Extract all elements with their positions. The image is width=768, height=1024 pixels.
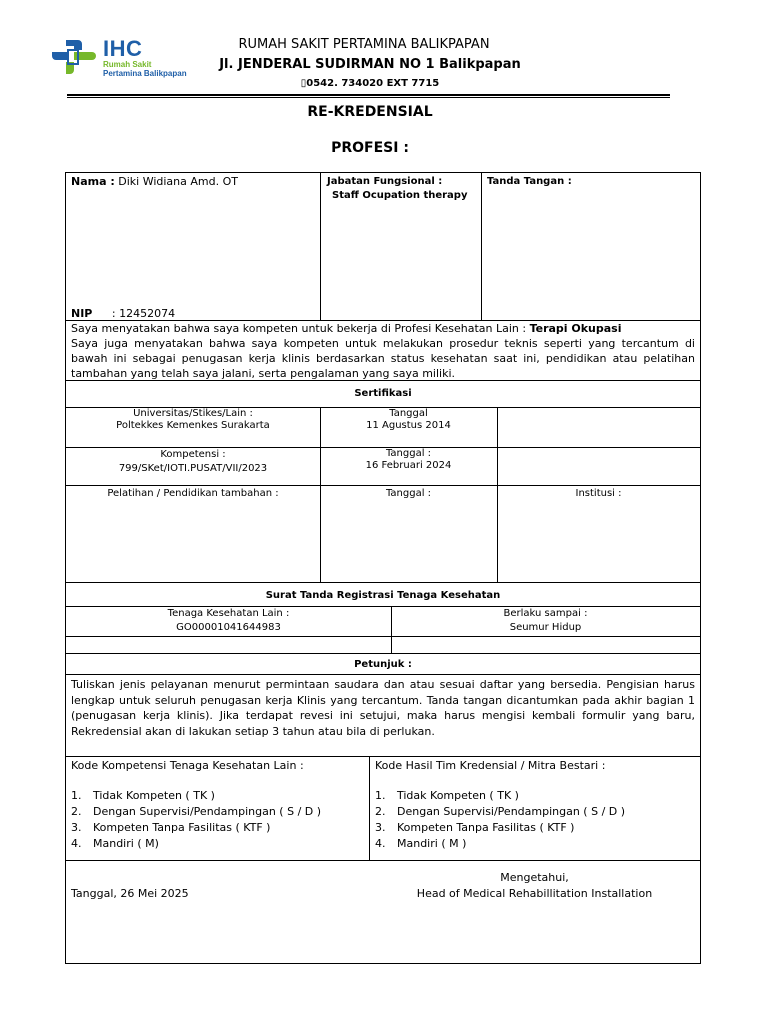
profession-name: Terapi Okupasi: [529, 322, 622, 335]
tenaga-label: Tenaga Kesehatan Lain :: [167, 608, 290, 619]
footer-date: Tanggal, 26 Mei 2025: [71, 887, 189, 900]
logo-subtitle-1: Rumah Sakit: [103, 60, 152, 69]
hospital-name: RUMAH SAKIT PERTAMINA BALIKPAPAN: [238, 37, 490, 52]
header-rule-thin: [67, 97, 670, 98]
header-rule-thick: [67, 94, 670, 96]
berlaku-value: Seumur Hidup: [509, 622, 582, 633]
row-divider: [66, 860, 700, 861]
petunjuk-text: Tuliskan jenis pelayanan menurut permintaan saudara dan atau sesuai daftar yang bersedia. Pengisian harus lengkap untuk seluruh penugasan kerja Klinis yang tercantum. Tanda tangan dicantumkan pada akhir bagian 1 (penugasan kerja klinis). Jika terdapat revesi ini setujui, maka harus mengisi kembali formulir yang baru, Rekredensial akan di lakukan setiap 3 tahun atau bila di perlukan.: [71, 678, 695, 738]
kompetensi-label: Kompetensi :: [160, 449, 226, 460]
logo-text: IHC: [103, 36, 143, 61]
kode-right-list: [375, 788, 625, 852]
nip-value: : 12452074: [111, 307, 176, 320]
hospital-phone: ▯0542. 734020 EXT 7715: [300, 78, 440, 89]
list-item: 2. Dengan Supervisi/Pendampingan ( S / D ): [71, 805, 322, 818]
list-item: 1. Tidak Kompeten ( TK ): [375, 789, 519, 802]
nip-label: NIP: [71, 307, 93, 320]
tanggal1-label: Tanggal: [389, 408, 428, 419]
mengetahui-label: Mengetahui,: [500, 871, 569, 884]
pelatihan-label: Pelatihan / Pendidikan tambahan :: [107, 488, 279, 499]
document-title: RE-KREDENSIAL: [307, 104, 433, 120]
divider: [481, 173, 482, 320]
tanggal2-label: Tanggal :: [385, 448, 432, 459]
row-divider: [66, 653, 700, 654]
name-field: [71, 174, 238, 189]
divider: [369, 756, 370, 860]
credential-form: [65, 172, 701, 964]
name-value: Diki Widiana Amd. OT: [118, 175, 238, 188]
university-cell: [66, 408, 320, 432]
logo-subtitle-2: Pertamina Balikpapan: [103, 69, 187, 78]
sertifikasi-heading: Sertifikasi: [354, 388, 412, 399]
hospital-address: Jl. JENDERAL SUDIRMAN NO 1 Balikpapan: [219, 57, 521, 72]
row-divider: [66, 582, 700, 583]
kompetensi-cell: [66, 448, 320, 476]
tanggal1-value: 11 Agustus 2014: [366, 420, 451, 431]
row-divider: [66, 756, 700, 757]
approver-title: Head of Medical Rehabillitation Installation: [416, 887, 653, 900]
statement: [71, 321, 695, 381]
divider: [320, 173, 321, 320]
berlaku-label: Berlaku sampai :: [503, 608, 588, 619]
list-item: 4. Mandiri ( M ): [375, 837, 467, 850]
tanggal3-label: Tanggal :: [385, 488, 432, 499]
tenaga-value: GO00001041644983: [176, 622, 281, 633]
list-item: 1. Tidak Kompeten ( TK ): [71, 789, 215, 802]
list-item: 3. Kompeten Tanpa Fasilitas ( KTF ): [375, 821, 575, 834]
jabatan-value: Staff Ocupation therapy: [332, 190, 468, 201]
document-subtitle: PROFESI :: [331, 140, 409, 156]
row-divider: [66, 674, 700, 675]
jabatan-label: Jabatan Fungsional :: [327, 176, 443, 187]
list-item: 4. Mandiri ( M): [71, 837, 159, 850]
kode-left-list: [71, 788, 321, 852]
berlaku-cell: [391, 607, 700, 635]
institusi-label: Institusi :: [575, 488, 622, 499]
tenaga-cell: [66, 607, 391, 635]
list-item: 3. Kompeten Tanpa Fasilitas ( KTF ): [71, 821, 271, 834]
row-divider: [66, 636, 700, 637]
kode-right-heading: Kode Hasil Tim Kredensial / Mitra Bestari :: [375, 759, 606, 772]
list-item: 2. Dengan Supervisi/Pendampingan ( S / D ): [375, 805, 626, 818]
name-label: Nama :: [71, 175, 115, 188]
petunjuk-heading: Petunjuk :: [354, 659, 412, 670]
statement-paragraph: Saya juga menyatakan bahwa saya kompeten untuk melakukan prosedur teknis seperti yang tercantum di bawah ini sebagai penugasan kerja klinis berdasarkan status kesehatan saat ini, pendidikan atau pelatihan tambahan yang telah saya jalani, serta pengalaman yang saya miliki.: [71, 337, 695, 380]
university-value: Poltekkes Kemenkes Surakarta: [116, 420, 270, 431]
university-label: Universitas/Stikes/Lain :: [133, 408, 253, 419]
statement-line1: Saya menyatakan bahwa saya kompeten untuk bekerja di Profesi Kesehatan Lain :: [71, 322, 530, 335]
row-divider: [66, 380, 700, 381]
nip-field: [71, 306, 175, 321]
kode-left-heading: Kode Kompetensi Tenaga Kesehatan Lain :: [71, 759, 304, 772]
str-heading: Surat Tanda Registrasi Tenaga Kesehatan: [265, 590, 501, 601]
kompetensi-value: 799/SKet/IOTI.PUSAT/VII/2023: [118, 463, 268, 474]
tanggal1-cell: [320, 408, 497, 432]
tanggal2-value: 16 Februari 2024: [365, 460, 452, 471]
tanggal2-cell: [320, 448, 497, 472]
signature-label: Tanda Tangan :: [487, 176, 572, 187]
